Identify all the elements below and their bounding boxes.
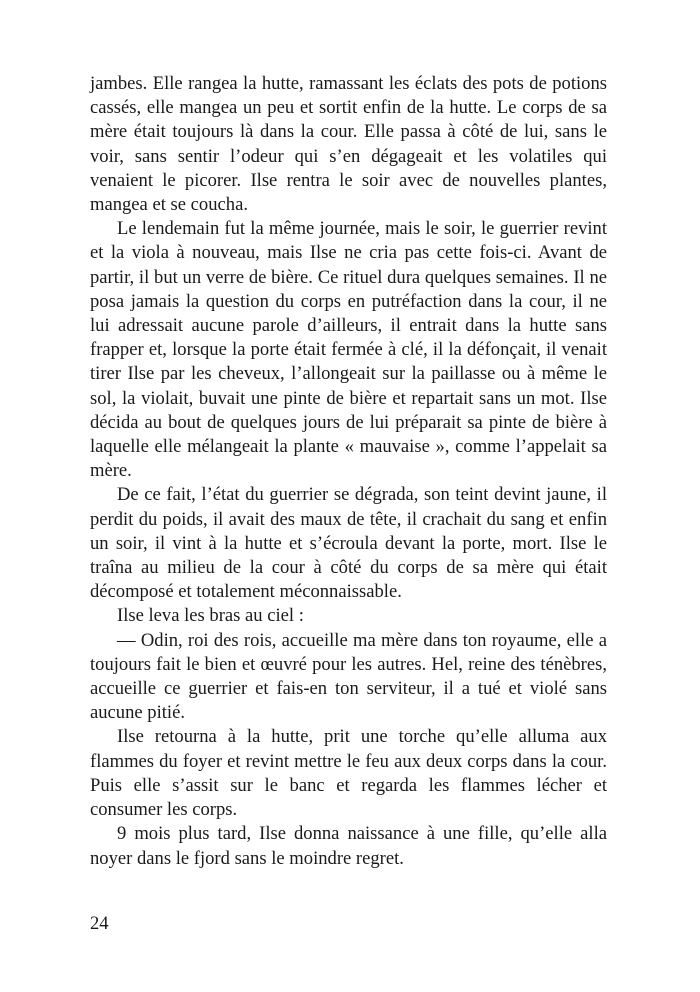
paragraph-continuation: jambes. Elle rangea la hutte, ramassant les éclats des pots de potions cassés, elle mangea un peu et sortit enfin de la hutte. Le corps de sa mère était toujours là dans la cour. Elle passa à côté de lui, sans le voir, sans sentir l’odeur qui s’en dégageait et les volatiles qui venaient le picorer. Ilse rentra le soir avec de nouvelles plantes, mangea et se coucha. — [90, 73, 607, 216]
body-text — [90, 72, 607, 871]
paragraph: Le lendemain fut la même journée, mais le soir, le guerrier revint et la viola à nouveau, mais Ilse ne cria pas cette fois-ci. Avant de partir, il but un verre de bière. Ce rituel dura quelques semaines. Il ne posa jamais la question du corps en putréfaction dans la cour, il ne lui adressait aucune parole d’ailleurs, il entrait dans la hutte sans frapper et, lorsque la porte était fermée à clé, il la défonçait, il venait tirer Ilse par les cheveux, l’allongeait sur la paillasse ou à même le sol, la violait, buvait une pinte de bière et repartait sans un mot. Ilse décida au bout de quelques jours de lui préparait sa pinte de bière à laquelle elle mélangeait la plante « mauvaise », comme l’appelait sa mère. — [90, 218, 607, 482]
paragraph: De ce fait, l’état du guerrier se dégrada, son teint devint jaune, il perdit du poids, il avait des maux de tête, il crachait du sang et enfin un soir, il vint à la hutte et s’écroula devant la porte, mort. Ilse le traîna au milieu de la cour à côté du corps de sa mère qui était décomposé et totalement méconnaissable. — [90, 484, 607, 603]
paragraph: Ilse leva les bras au ciel : — [117, 605, 304, 627]
page-number: 24 — [90, 913, 109, 934]
paragraph: 9 mois plus tard, Ilse donna naissance à une fille, qu’elle alla noyer dans le fjord sans le moindre regret. — [90, 823, 607, 869]
paragraph: Ilse retourna à la hutte, prit une torche qu’elle alluma aux flammes du foyer et revint mettre le feu aux deux corps dans la cour. Puis elle s’assit sur le banc et regarda les flammes lécher et consumer les corps. — [90, 726, 607, 821]
dialogue-paragraph: — Odin, roi des rois, accueille ma mère dans ton royaume, elle a toujours fait le bien et œuvré pour les autres. Hel, reine des ténèbres, accueille ce guerrier et fais-en ton serviteur, il a tué et violé sans aucune pitié. — [90, 629, 607, 724]
